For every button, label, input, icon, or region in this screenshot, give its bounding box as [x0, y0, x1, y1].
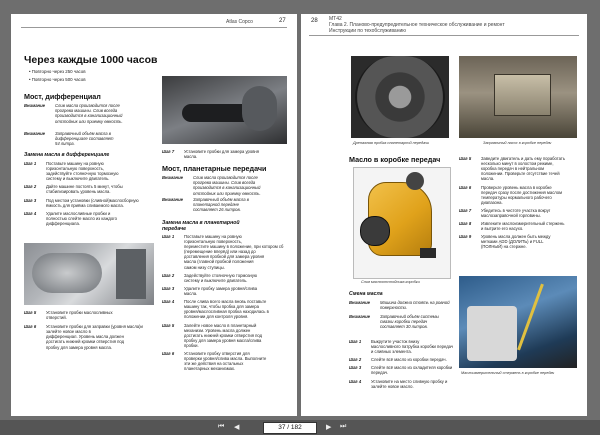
- note-block: Внимание Заправочный объём масла в планетарной передаче составляет 26 литров.: [162, 197, 249, 213]
- chapter-subtitle: Инструкции по техобслуживанию: [329, 28, 407, 34]
- section-title: Мост, дифференциал: [24, 92, 101, 101]
- tank-photo: [459, 56, 577, 138]
- page-heading: Через каждые 1000 часов: [24, 54, 158, 66]
- last-page-icon[interactable]: ⏭: [340, 423, 347, 430]
- step-text: Дайте машине постоять 5 минут, чтобы стабилизировать уровень масла.: [46, 184, 123, 195]
- step-text: Установите на место сливную пробку и залейте новое масло.: [371, 378, 448, 389]
- step-label: Шаг 1: [349, 339, 362, 344]
- step-label: Шаг 6: [24, 324, 37, 330]
- step-text: Слейте всё масло из коробки передач.: [371, 357, 447, 363]
- step-text: Под местом установки (сливной)маслосборную ёмкость для приёма сливаемого масла.: [46, 197, 139, 208]
- brand-name: Atlas Copco: [226, 19, 253, 25]
- step-label: Шаг 8: [459, 221, 472, 227]
- page-indicator[interactable]: 37 / 182: [263, 422, 317, 434]
- step-label: Шаг 2: [24, 184, 37, 190]
- gearbox-illustration: [353, 167, 451, 279]
- step-label: Шаг 5: [459, 156, 472, 161]
- step-label: Шаг 1: [162, 234, 175, 239]
- step-text: Уровень масла должен быть между метками ADD (ДОЛИТЬ) и FULL (ПОЛНЫЙ) на стержне.: [481, 234, 551, 250]
- step-text: Слейте всё масло из охладителя коробки передач.: [371, 365, 453, 376]
- first-page-icon[interactable]: ⏮: [218, 423, 225, 430]
- left-page: Atlas Copco 27 Через каждые 1000 часов • Повторно через 250 часов • Повторно через 500 часов Мост, дифференциал Внимание Слив масла производится после прогрева машины. Слив всегда производится в канализационный отстойник или приемку емкость. Внимание Заправочный объём масла в дифференциале составляет 54 литра. Замена масла в дифференциале Шаг 1 Поставьте машину на ровную горизонтальную поверхность, задействуйте стояночную тормозную систему и выключите двигатель. Шаг 2 Дайте машине постоять 5 минут, чтобы стабилизировать уровень масла. Шаг 3 Под местом установки (сливной)маслосборную ёмкость для приёма сливаемого масла. Шаг 4 Удалите маслосливные пробки и полностью слейте масло из каждого дифференциала. Шаг 5 Установите пробки маслосливных отверстий. Шаг 6 Установите пробки для заправки (уровня масла)и залейте новое масло в дифференциал. Уровень масла должен достигать нижней кромки отверстия под пробку для замера уровня масла. Шаг 7 Установите пробки для замера уровня масла. Мост, планетарные передачи Внимание Слив масла производится после прогрева машины. Слив всегда производится в канализационный отстойник или приемку емкость. Внимание Заправочный объём масла в планетарной передаче составляет 26 литров. Замена масла в планетарной передаче Шаг 1 Поставьте машину на ровную горизонтальную поверхность, переместите машину в положение, при котором сб (перемещение вперёд) или назад до доставления пробкой для замера уровня масла (главной пробкой положения самом низу ступицы. Шаг 2 Задействуйте стояночную тормозную систему и выключите двигатель. Шаг 3 Удалите пробку замера уровня/слива масла. Шаг 4 После слива всего масла вновь поставьте машину так, чтобы пробка для замера уровня/маслосливная пробка находилась в положении для контроля уровня. Шаг 5 Залейте новое масло в планетарный механизм. Уровень масла должен достигать нижней кромки отверстия под пробку для замера уровня масла/слива пробки. Шаг 6 Установите пробку отверстия для проверки уровня/слива масла. Выполните эти же действия на остальных планетарных механизмах.: [11, 14, 297, 416]
- step-text: Задействуйте стояночную тормозную систему и выключите двигатель.: [184, 272, 258, 283]
- subsection-title: Замена масла в планетарной передаче: [162, 220, 240, 232]
- note-block: Внимание Слив масла производится после прогрева машины. Слив всегда производится в канализационный отстойник или приемку емкость.: [162, 175, 261, 196]
- step-text: Поставьте машину на ровную горизонтальную поверхность, задействуйте стояночную тормозную систему и выключите двигатель.: [46, 161, 119, 182]
- step-label: Шаг 7: [459, 207, 472, 213]
- step-label: Шаг 5: [162, 322, 175, 328]
- note-block: Внимание Заправочный объём системы смазки коробки передач составляет 30 литров.: [349, 314, 439, 330]
- next-page-icon[interactable]: ▶: [326, 424, 332, 431]
- step-label: Шаг 3: [349, 365, 362, 371]
- step-label: Шаг 3: [24, 197, 37, 203]
- wheel-photo: [351, 56, 449, 138]
- step-text: Проверьте уровень масла в коробке передач сразу после достижения маслом температуры нормального рабочего диапазона.: [481, 184, 562, 205]
- step-label: Шаг 4: [24, 210, 37, 216]
- step-label: Шаг 6: [162, 351, 175, 356]
- figure-caption: Дренажная пробка планетарной передачи: [353, 141, 430, 145]
- section-title: Масло в коробке передач: [349, 155, 441, 164]
- step-label: Шаг 2: [349, 357, 362, 363]
- step-label: Шаг 6: [459, 184, 472, 190]
- header-rule: [21, 27, 287, 28]
- right-page: [301, 14, 587, 416]
- chapter-title: Глава 2. Планово-предупредительное техническое обслуживание и ремонт: [329, 22, 505, 28]
- step-label: Шаг 1: [24, 161, 37, 166]
- note-block: Внимание Заправочный объём масла в дифференциале составляет 54 литра.: [24, 131, 114, 147]
- subsection-title: Замена масла в дифференциале: [24, 152, 110, 158]
- step-label: Шаг 5: [24, 310, 37, 315]
- step-text: Залейте новое масло в планетарный механизм. Уровень масла должен достигать нижней кромки отверстия под пробку для замера уровня масла/слива пробки.: [184, 322, 263, 348]
- page-number: 28: [311, 18, 318, 24]
- note-block: Внимание Машина должна стоять на ровной поверхности.: [349, 300, 450, 311]
- viewer-toolbar: [0, 420, 600, 435]
- note-block: Внимание Слив масла производится после прогрева машины. Слив всегда производится в канализационный отстойник или приемку емкость.: [24, 103, 123, 124]
- step-text: Выкрутите участок внизу маслосливного патрубка коробки передач и сливных элемента.: [371, 339, 454, 355]
- step-label: Шаг 4: [162, 299, 175, 305]
- step-text: Поставьте машину на ровную горизонтальную поверхность, переместите машину в положение, при котором сб (перемещение вперёд) или назад до доставления пробкой для замера уровня масла (главной пробкой положения самом низу ступицы.: [184, 234, 284, 270]
- prev-page-icon[interactable]: ◀: [234, 424, 240, 431]
- step-label: Шаг 2: [162, 272, 175, 278]
- step-text: Установите пробки маслосливных отверстий.: [46, 310, 113, 321]
- step-text: Установите пробку отверстия для проверки уровня/слива масла. Выполните эти же действия на остальных планетарных механизмах.: [184, 351, 267, 372]
- differential-photo: [24, 243, 154, 305]
- model-name: MT42: [329, 16, 342, 22]
- step-text: После слива всего масла вновь поставьте машину так, чтобы пробка для замера уровня/маслосливная пробка находилась в положении для контроля уровня.: [184, 299, 269, 320]
- section-title: Мост, планетарные передачи: [162, 164, 267, 173]
- dipstick-photo: [459, 276, 577, 368]
- hub-photo: [162, 76, 287, 144]
- step-text: Установите пробки для заправки (уровня масла)и залейте новое масло в дифференциал. Уровень масла должен достигать нижней кромки отверстия под пробку для замера уровня масла.: [46, 324, 143, 350]
- step-text: Убедитесь в чистоте участка вокруг маслозаправочной горловины.: [481, 207, 551, 218]
- step-text: Удалите маслосливные пробки и полностью слейте масло из каждого дифференциала.: [46, 210, 117, 226]
- bullet-item: • Повторно через 500 часов: [29, 77, 86, 82]
- step-label: Шаг 9: [459, 234, 472, 240]
- header-rule: [309, 35, 579, 36]
- step-label: Шаг 3: [162, 285, 175, 291]
- step-text: Извлеките маслоизмерительный стержень и вытрите его насухо.: [481, 221, 565, 232]
- figure-caption: Маслоизмерительный стержень в коробке передач: [461, 371, 555, 375]
- subsection-title: Смена масла: [349, 291, 383, 297]
- bullet-item: • Повторно через 250 часов: [29, 69, 86, 74]
- step-text: Заведите двигатель и дать ему поработать несколько минут в холостом режиме, коробка передач в нейтральном положении. Проверьте отсутствие течей масла.: [481, 156, 566, 182]
- step-label: Шаг 4: [349, 378, 362, 384]
- step-text: Удалите пробку замера уровня/слива масла.: [184, 285, 258, 296]
- figure-caption: Слив маслоотстойника коробки: [361, 280, 420, 284]
- page-number: 27: [279, 18, 286, 24]
- figure-caption: Заправочный насос в коробке передач: [483, 141, 552, 145]
